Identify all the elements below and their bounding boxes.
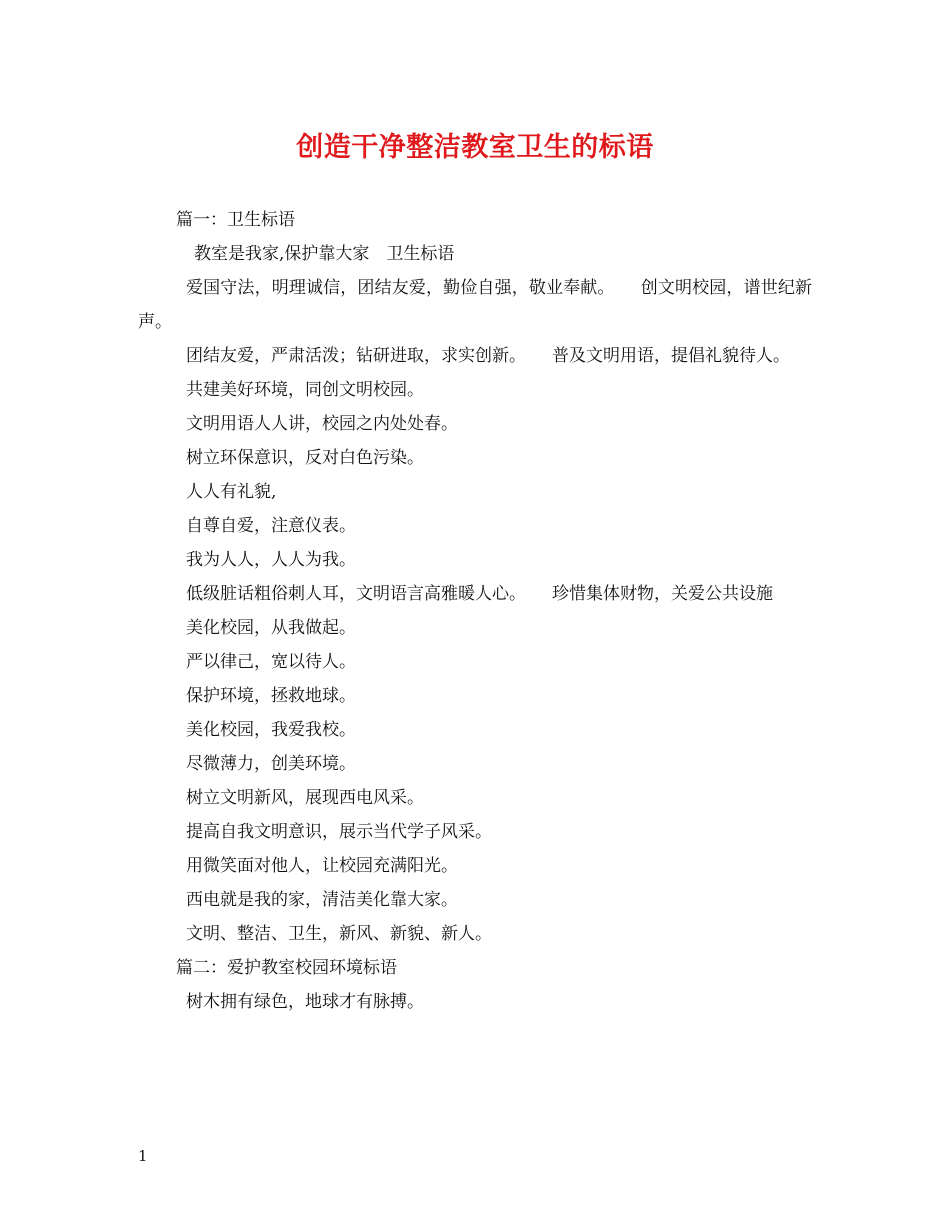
document-body <box>138 203 812 1019</box>
slogan-line: 文明、整洁、卫生，新风、新貌、新人。 <box>186 924 492 944</box>
slogan-line: 保护环境，拯救地球。 <box>186 686 356 706</box>
paragraph-3-part-a: 低级脏话粗俗刺人耳，文明语言高雅暖人心。 <box>186 584 526 604</box>
slogan-line: 自尊自爱，注意仪表。 <box>186 516 356 536</box>
slogan-line: 我为人人，人人为我。 <box>186 550 356 570</box>
slogan-line: 尽微薄力，创美环境。 <box>186 754 356 774</box>
slogan-line: 共建美好环境，同创文明校园。 <box>186 380 424 400</box>
paragraph-1-part-b: 创文明校园，谱世纪新声。 <box>138 278 813 332</box>
paragraph-2 <box>138 339 812 373</box>
slogan-line: 树立环保意识，反对白色污染。 <box>186 448 424 468</box>
paragraph-3-part-b: 珍惜集体财物，关爱公共设施 <box>552 584 773 604</box>
section-heading-1: 篇一：卫生标语 <box>176 210 295 230</box>
section-heading-2: 篇二：爱护教室校园环境标语 <box>176 958 397 978</box>
document-title: 创造干净整洁教室卫生的标语 <box>296 132 654 163</box>
slogan-line: 严以律己，宽以待人。 <box>186 652 356 672</box>
paragraph-2-part-b: 普及文明用语，提倡礼貌待人。 <box>552 346 790 366</box>
sub-heading: 教室是我家,保护靠大家 卫生标语 <box>194 244 455 264</box>
slogan-line: 人人有礼貌, <box>186 482 277 502</box>
slogan-line: 美化校园，从我做起。 <box>186 618 356 638</box>
slogan-line: 提高自我文明意识，展示当代学子风采。 <box>186 822 492 842</box>
slogan-line: 树立文明新风，展现西电风采。 <box>186 788 424 808</box>
paragraph-1-part-a: 爱国守法，明理诚信，团结友爱，勤俭自强，敬业奉献。 <box>186 278 615 298</box>
slogan-line: 树木拥有绿色，地球才有脉搏。 <box>186 992 424 1012</box>
paragraph-1 <box>138 271 812 339</box>
slogan-line: 西电就是我的家，清洁美化靠大家。 <box>186 890 458 910</box>
slogan-line: 用微笑面对他人，让校园充满阳光。 <box>186 856 458 876</box>
paragraph-2-part-a: 团结友爱，严肃活泼；钻研进取，求实创新。 <box>186 346 526 366</box>
paragraph-3 <box>138 577 812 611</box>
page-number: 1 <box>138 1147 148 1165</box>
slogan-line: 美化校园，我爱我校。 <box>186 720 356 740</box>
slogan-line: 文明用语人人讲，校园之内处处春。 <box>186 414 458 434</box>
